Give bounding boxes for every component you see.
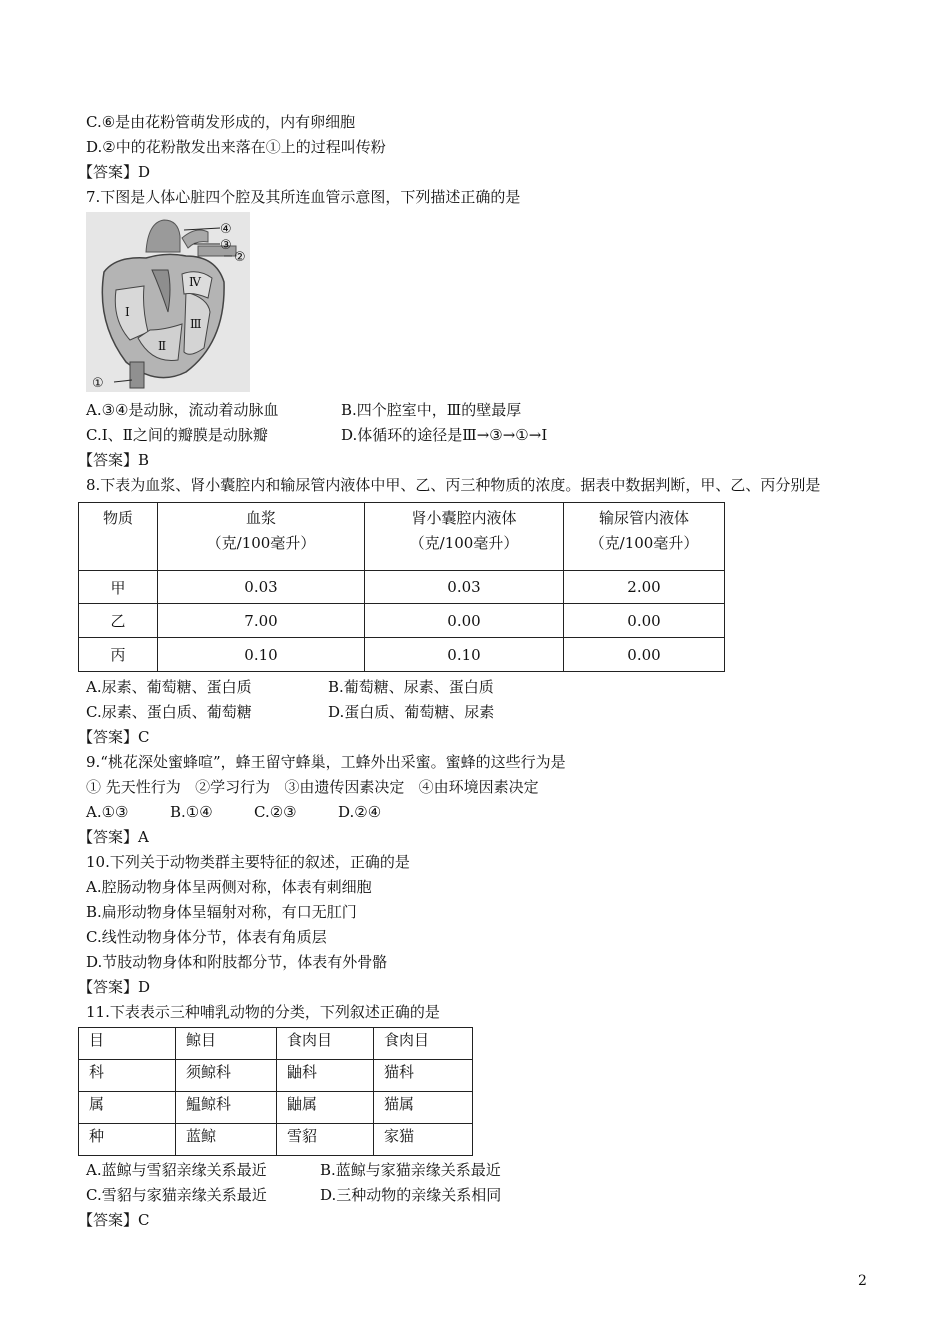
q8-option-a: A.尿素、葡萄糖、蛋白质 bbox=[86, 678, 252, 696]
table-row: 乙 7.00 0.00 0.00 bbox=[79, 604, 725, 638]
q8-stem: 8.下表为血浆、肾小囊腔内和输尿管内液体中甲、乙、丙三种物质的浓度。据表中数据判断，甲、乙、丙分别是 bbox=[86, 476, 821, 494]
q7-option-c: C.Ⅰ、Ⅱ之间的瓣膜是动脉瓣 bbox=[86, 426, 268, 444]
q8-answer: 【答案】C bbox=[78, 728, 150, 746]
q11-option-d: D.三种动物的亲缘关系相同 bbox=[320, 1186, 502, 1204]
label-chamber-2: Ⅱ bbox=[158, 339, 167, 353]
q10-answer: 【答案】D bbox=[78, 978, 151, 996]
label-4: ④ bbox=[220, 222, 232, 237]
q11-stem: 11.下表表示三种哺乳动物的分类，下列叙述正确的是 bbox=[86, 1003, 440, 1021]
q9-option-a: A.①③ bbox=[86, 803, 129, 821]
q9-stem: 9.“桃花深处蜜蜂喧”，蜂王留守蜂巢，工蜂外出采蜜。蜜蜂的这些行为是 bbox=[86, 753, 566, 771]
q6-answer: 【答案】D bbox=[78, 163, 151, 181]
table-row: 属 鰛鲸科 鼬属 猫属 bbox=[79, 1092, 473, 1124]
q7-option-d: D.体循环的途径是Ⅲ→③→①→Ⅰ bbox=[341, 426, 548, 444]
label-chamber-1: Ⅰ bbox=[125, 305, 130, 319]
q7-answer: 【答案】B bbox=[78, 451, 150, 469]
q10-option-c: C.线性动物身体分节，体表有角质层 bbox=[86, 928, 327, 946]
q8-header-plasma: 血浆 （克/100毫升） bbox=[158, 503, 365, 571]
q7-options-row1 bbox=[86, 398, 876, 423]
table-row: 目 鲸目 食肉目 食肉目 bbox=[79, 1028, 473, 1060]
q11-option-b: B.蓝鲸与家猫亲缘关系最近 bbox=[320, 1161, 501, 1179]
q8-table-header bbox=[79, 503, 725, 571]
page-number: 2 bbox=[858, 1273, 867, 1289]
table-row: 甲 0.03 0.03 2.00 bbox=[79, 571, 725, 604]
q11-table bbox=[78, 1027, 473, 1156]
q8-header-substance: 物质 bbox=[79, 503, 158, 571]
label-1: ① bbox=[92, 376, 104, 391]
q8-table bbox=[78, 502, 725, 672]
q8-option-b: B.葡萄糖、尿素、蛋白质 bbox=[328, 678, 494, 696]
q7-options-row2 bbox=[86, 423, 876, 448]
q9-answer: 【答案】A bbox=[78, 828, 149, 846]
q9-items: ① 先天性行为 ②学习行为 ③由遗传因素决定 ④由环境因素决定 bbox=[86, 778, 539, 796]
q9-option-b: B.①④ bbox=[170, 803, 213, 821]
label-chamber-4: Ⅳ bbox=[189, 275, 201, 289]
table-row: 种 蓝鲸 雪貂 家猫 bbox=[79, 1124, 473, 1156]
q8-option-d: D.蛋白质、葡萄糖、尿素 bbox=[328, 703, 495, 721]
q6-option-d: D.②中的花粉散发出来落在①上的过程叫传粉 bbox=[86, 138, 386, 156]
q7-option-b: B.四个腔室中，Ⅲ的壁最厚 bbox=[341, 401, 522, 419]
heart-diagram bbox=[86, 212, 250, 392]
q8-option-c: C.尿素、蛋白质、葡萄糖 bbox=[86, 703, 252, 721]
document-page bbox=[78, 110, 876, 1233]
q10-stem: 10.下列关于动物类群主要特征的叙述，正确的是 bbox=[86, 853, 410, 871]
q8-header-ureter: 输尿管内液体 （克/100毫升） bbox=[564, 503, 725, 571]
q7-stem: 7.下图是人体心脏四个腔及其所连血管示意图，下列描述正确的是 bbox=[86, 188, 521, 206]
q11-options-row1 bbox=[86, 1158, 876, 1183]
heart-diagram-svg bbox=[86, 212, 250, 392]
q11-option-a: A.蓝鲸与雪貂亲缘关系最近 bbox=[86, 1161, 267, 1179]
q9-options bbox=[86, 800, 876, 825]
q11-options-row2 bbox=[86, 1183, 876, 1208]
label-2: ② bbox=[234, 250, 246, 265]
q11-option-c: C.雪貂与家猫亲缘关系最近 bbox=[86, 1186, 267, 1204]
q10-option-a: A.腔肠动物身体呈两侧对称，体表有刺细胞 bbox=[86, 878, 372, 896]
q11-answer: 【答案】C bbox=[78, 1211, 150, 1229]
q8-header-capsule: 肾小囊腔内液体 （克/100毫升） bbox=[365, 503, 564, 571]
q10-option-b: B.扁形动物身体呈辐射对称，有口无肛门 bbox=[86, 903, 357, 921]
q9-option-d: D.②④ bbox=[338, 803, 382, 821]
q8-options-row1 bbox=[86, 675, 876, 700]
label-3: ③ bbox=[220, 238, 232, 253]
q10-option-d: D.节肢动物身体和附肢都分节，体表有外骨骼 bbox=[86, 953, 388, 971]
q7-option-a: A.③④是动脉，流动着动脉血 bbox=[86, 401, 279, 419]
table-row: 丙 0.10 0.10 0.00 bbox=[79, 638, 725, 672]
q6-option-c: C.⑥是由花粉管萌发形成的，内有卵细胞 bbox=[86, 113, 356, 131]
q8-options-row2 bbox=[86, 700, 876, 725]
table-row: 科 须鲸科 鼬科 猫科 bbox=[79, 1060, 473, 1092]
q9-option-c: C.②③ bbox=[254, 803, 297, 821]
label-chamber-3: Ⅲ bbox=[190, 317, 202, 331]
